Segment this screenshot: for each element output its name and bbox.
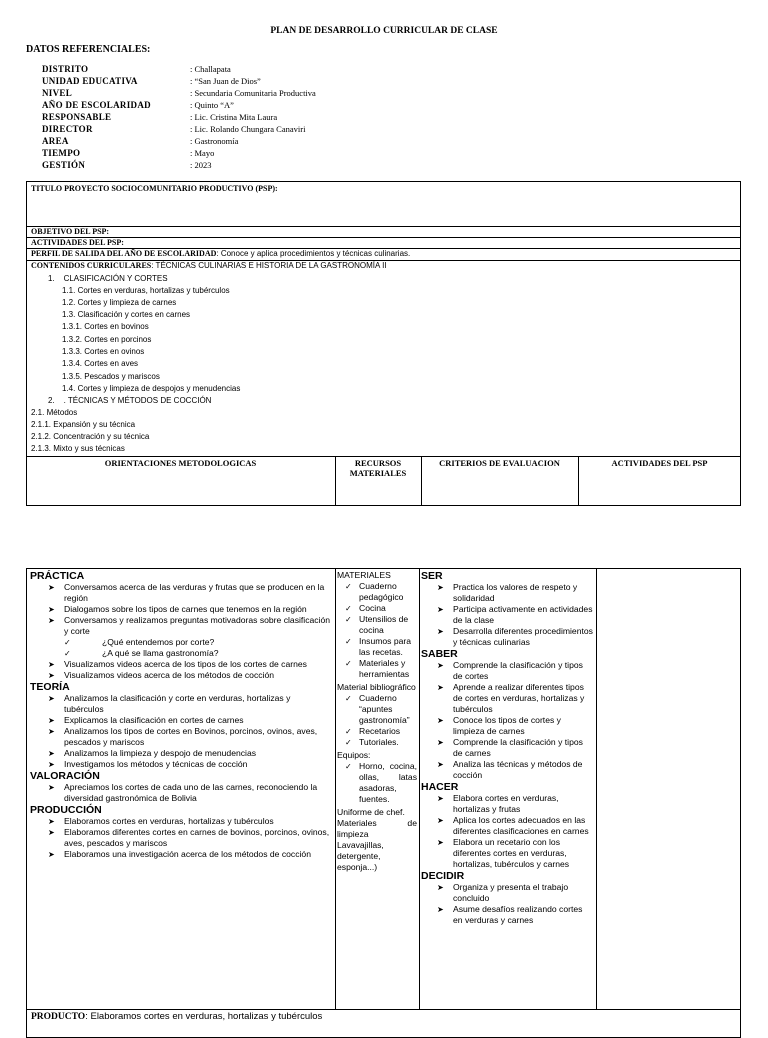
ref-value: : Mayo xyxy=(190,148,215,158)
list-item: ✓ Horno, cocina, ollas, latas asadoras, fuentes. xyxy=(343,761,417,805)
ref-row xyxy=(42,112,277,122)
contenido-item: 2.1.2. Concentración y su técnica xyxy=(31,432,150,441)
ref-label: UNIDAD EDUCATIVA xyxy=(42,76,138,86)
contenido-item: 1.3.2. Cortes en porcinos xyxy=(62,335,152,344)
contenido-item: 1.3.1. Cortes en bovinos xyxy=(62,322,149,331)
contenido-item: 1. CLASIFICACIÓN Y CORTES xyxy=(48,274,168,283)
list-item: ➤ Analiza las técnicas y métodos de cocción xyxy=(421,759,593,781)
recursos-bibliografico: Material bibliográfico xyxy=(337,682,416,692)
section-saber: SABER xyxy=(421,648,458,660)
recursos-equipos: Equipos: xyxy=(337,750,371,760)
list-item: ➤ Practica los valores de respeto y solidaridad xyxy=(421,582,593,604)
header-recursos-line2: MATERIALES xyxy=(349,468,407,478)
psp-actividades-label: ACTIVIDADES DEL PSP: xyxy=(31,238,124,247)
contenido-item: 1.3.3. Cortes en ovinos xyxy=(62,347,145,356)
divider xyxy=(596,568,597,1009)
list-item: ➤ Analizamos la clasificación y corte en verduras, hortalizas y tubérculos xyxy=(30,693,332,715)
ref-value: : Secundaria Comunitaria Productiva xyxy=(190,88,316,98)
list-item: ➤ Conoce los tipos de cortes y limpieza de carnes xyxy=(421,715,593,737)
practica-list-2 xyxy=(30,659,332,681)
list-item: ➤ Comprende la clasificación y tipos de cortes xyxy=(421,660,593,682)
contenido-item: 2.1.1. Expansión y su técnica xyxy=(31,420,136,429)
ref-value: : Challapata xyxy=(190,64,231,74)
list-item: ➤ Analizamos los tipos de cortes en Bovinos, porcinos, ovinos, aves, pescados y mariscos xyxy=(30,726,332,748)
contenido-item: 2.1. Métodos xyxy=(31,408,78,417)
contenidos-text: : TÉCNICAS CULINARIAS E HISTORIA DE LA GASTRONOMÍA II xyxy=(151,261,387,270)
header-actividades: ACTIVIDADES DEL PSP xyxy=(611,458,708,468)
header-recursos-line1: RECURSOS xyxy=(354,458,402,468)
header-recursos xyxy=(335,458,421,478)
list-item: ✓ Cuaderno pedagógico xyxy=(343,581,417,603)
contenido-item: 2. . TÉCNICAS Y MÉTODOS DE COCCIÓN xyxy=(48,396,212,405)
ser-list xyxy=(421,582,593,648)
contenido-item: 2.1.3. Mixto y sus técnicas xyxy=(31,444,125,453)
producto-label: PRODUCTO xyxy=(31,1012,86,1022)
recursos-pedagogicos-list xyxy=(337,581,417,680)
list-item: ➤ Dialogamos sobre los tipos de carnes que tenemos en la región xyxy=(30,604,332,615)
list-item: ➤ Aplica los cortes adecuados en las diferentes clasificaciones en carnes xyxy=(421,815,593,837)
list-item: ✓ Insumos para las recetas. xyxy=(343,636,417,658)
ref-label: AÑO DE ESCOLARIDAD xyxy=(42,100,151,110)
header-orientaciones: ORIENTACIONES METODOLOGICAS xyxy=(104,458,257,468)
list-item: ✓ Recetarios xyxy=(343,726,417,737)
list-item: ➤ Elaboramos cortes en verduras, hortalizas y tubérculos xyxy=(30,816,332,827)
ref-label: RESPONSABLE xyxy=(42,112,112,122)
list-item: ➤ Explicamos la clasificación en cortes de carnes xyxy=(30,715,332,726)
psp-objetivo-label: OBJETIVO DEL PSP: xyxy=(31,227,110,236)
perfil-text: : Conoce y aplica procedimientos y técnicas culinarias. xyxy=(216,249,411,258)
produccion-list xyxy=(30,816,332,860)
list-item: ➤ Visualizamos videos acerca de los tipos de los cortes de carnes xyxy=(30,659,332,670)
contenido-item: 1.3.5. Pescados y mariscos xyxy=(62,372,160,381)
practica-list xyxy=(30,582,332,637)
ref-value: : Gastronomía xyxy=(190,136,239,146)
list-item: ➤ Apreciamos los cortes de cada uno de las carnes, reconociendo la diversidad gastronómica de Bolivia xyxy=(30,782,332,804)
perfil-label: PERFIL DE SALIDA DEL AÑO DE ESCOLARIDAD xyxy=(31,249,217,258)
hacer-list xyxy=(421,793,593,870)
ref-row xyxy=(42,76,261,86)
valoracion-list xyxy=(30,782,332,804)
psp-titulo-label: TITULO PROYECTO SOCIOCOMUNITARIO PRODUCTIVO (PSP): xyxy=(31,184,278,193)
teoria-list xyxy=(30,693,332,770)
ref-row xyxy=(42,124,305,134)
ref-row xyxy=(42,100,234,110)
contenido-item: 1.2. Cortes y limpieza de carnes xyxy=(62,298,177,307)
ref-value: : Lic. Cristina Mita Laura xyxy=(190,112,278,122)
ref-label: DISTRITO xyxy=(42,64,89,74)
list-item: ➤ Elaboramos una investigación acerca de los métodos de cocción xyxy=(30,849,332,860)
list-item: ➤ Investigamos los métodos y técnicas de cocción xyxy=(30,759,332,770)
list-item: ✓ Materiales y herramientas xyxy=(343,658,417,680)
list-item: ✓ ¿A qué se llama gastronomía? xyxy=(30,648,332,659)
list-item: ➤ Aprende a realizar diferentes tipos de cortes en verduras, hortalizas y tubérculos xyxy=(421,682,593,715)
recursos-equipos-list xyxy=(337,761,417,805)
producto-text: : Elaboramos cortes en verduras, hortalizas y tubérculos xyxy=(85,1011,323,1022)
recursos-column xyxy=(337,570,417,873)
section-valoracion: VALORACIÓN xyxy=(30,770,100,782)
ref-value: : Lic. Rolando Chungara Canaviri xyxy=(190,124,306,134)
list-item: ➤ Conversamos y realizamos preguntas motivadoras sobre clasificación y corte xyxy=(30,615,332,637)
section-decidir: DECIDIR xyxy=(421,870,465,882)
ref-label: NIVEL xyxy=(42,88,73,98)
page-title: PLAN DE DESARROLLO CURRICULAR DE CLASE xyxy=(270,26,498,36)
contenido-item: 1.1. Cortes en verduras, hortalizas y tubérculos xyxy=(62,286,230,295)
ref-label: AREA xyxy=(42,136,69,146)
recursos-uniforme: Uniforme de chef. xyxy=(337,807,405,817)
contenido-item: 1.3.4. Cortes en aves xyxy=(62,359,139,368)
list-item: ✓ Cocina xyxy=(343,603,417,614)
recursos-limpieza: Materiales de limpieza xyxy=(337,818,417,839)
ref-row xyxy=(42,64,231,74)
ref-value: : 2023 xyxy=(190,160,212,170)
list-item: ➤ Elaboramos diferentes cortes en carnes de bovinos, porcinos, ovinos, aves, pescados y mariscos xyxy=(30,827,332,849)
ref-label: DIRECTOR xyxy=(42,124,93,134)
list-item: ➤ Asume desafíos realizando cortes en verduras y carnes xyxy=(421,904,593,926)
divider xyxy=(26,1009,741,1010)
list-item: ✓ Tutoriales. xyxy=(343,737,417,748)
ref-value: : Quinto “A” xyxy=(190,100,234,110)
list-item: ➤ Visualizamos videos acerca de los métodos de cocción xyxy=(30,670,332,681)
section-produccion: PRODUCCIÓN xyxy=(30,804,102,816)
list-item: ➤ Organiza y presenta el trabajo concluido xyxy=(421,882,593,904)
list-item: ➤ Elabora un recetario con los diferentes cortes en verduras, hortalizas, tubérculos y carnes xyxy=(421,837,593,870)
decidir-list xyxy=(421,882,593,926)
divider xyxy=(335,568,336,1009)
ref-label: TIEMPO xyxy=(42,148,81,158)
contenido-item: 1.3. Clasificación y cortes en carnes xyxy=(62,310,191,319)
list-item: ➤ Conversamos acerca de las verduras y frutas que se producen en la región xyxy=(30,582,332,604)
recursos-lavavajillas: Lavavajillas, detergente, esponja...) xyxy=(337,840,384,872)
producto-row xyxy=(31,1011,322,1023)
contenidos-curriculares xyxy=(31,261,387,271)
datos-referenciales-title: DATOS REFERENCIALES: xyxy=(26,44,151,55)
perfil-salida xyxy=(31,249,410,259)
contenidos-label: CONTENIDOS CURRICULARES xyxy=(31,261,152,270)
list-item: ➤ Participa activamente en actividades de la clase xyxy=(421,604,593,626)
orientaciones-column xyxy=(30,570,332,860)
ref-row xyxy=(42,136,238,146)
section-hacer: HACER xyxy=(421,781,459,793)
practica-questions xyxy=(30,637,332,659)
saber-list xyxy=(421,660,593,781)
recursos-materiales-title: MATERIALES xyxy=(337,570,391,580)
list-item: ✓ Utensilios de cocina xyxy=(343,614,417,636)
ref-label: GESTIÓN xyxy=(42,160,86,170)
divider xyxy=(26,456,741,457)
list-item: ➤ Elabora cortes en verduras, hortalizas y frutas xyxy=(421,793,593,815)
divider xyxy=(26,237,741,238)
divider xyxy=(419,568,420,1009)
ref-row xyxy=(42,148,214,158)
criterios-column xyxy=(421,570,593,926)
section-teoria: TEORÍA xyxy=(30,681,70,693)
recursos-bibliografia-list xyxy=(337,693,417,748)
contenido-item: 1.4. Cortes y limpieza de despojos y menudencias xyxy=(62,384,241,393)
section-ser: SER xyxy=(421,570,443,582)
list-item: ➤ Desarrolla diferentes procedimientos y técnicas culinarias xyxy=(421,626,593,648)
section-practica: PRÁCTICA xyxy=(30,570,85,582)
ref-row xyxy=(42,88,316,98)
list-item: ➤ Analizamos la limpieza y despojo de menudencias xyxy=(30,748,332,759)
divider xyxy=(26,226,741,227)
list-item: ➤ Comprende la clasificación y tipos de carnes xyxy=(421,737,593,759)
ref-value: : “San Juan de Dios” xyxy=(190,76,261,86)
list-item: ✓ ¿Qué entendemos por corte? xyxy=(30,637,332,648)
header-criterios: CRITERIOS DE EVALUACION xyxy=(439,458,560,468)
list-item: ✓ Cuaderno “apuntes gastronomía” xyxy=(343,693,417,726)
ref-row xyxy=(42,160,212,170)
